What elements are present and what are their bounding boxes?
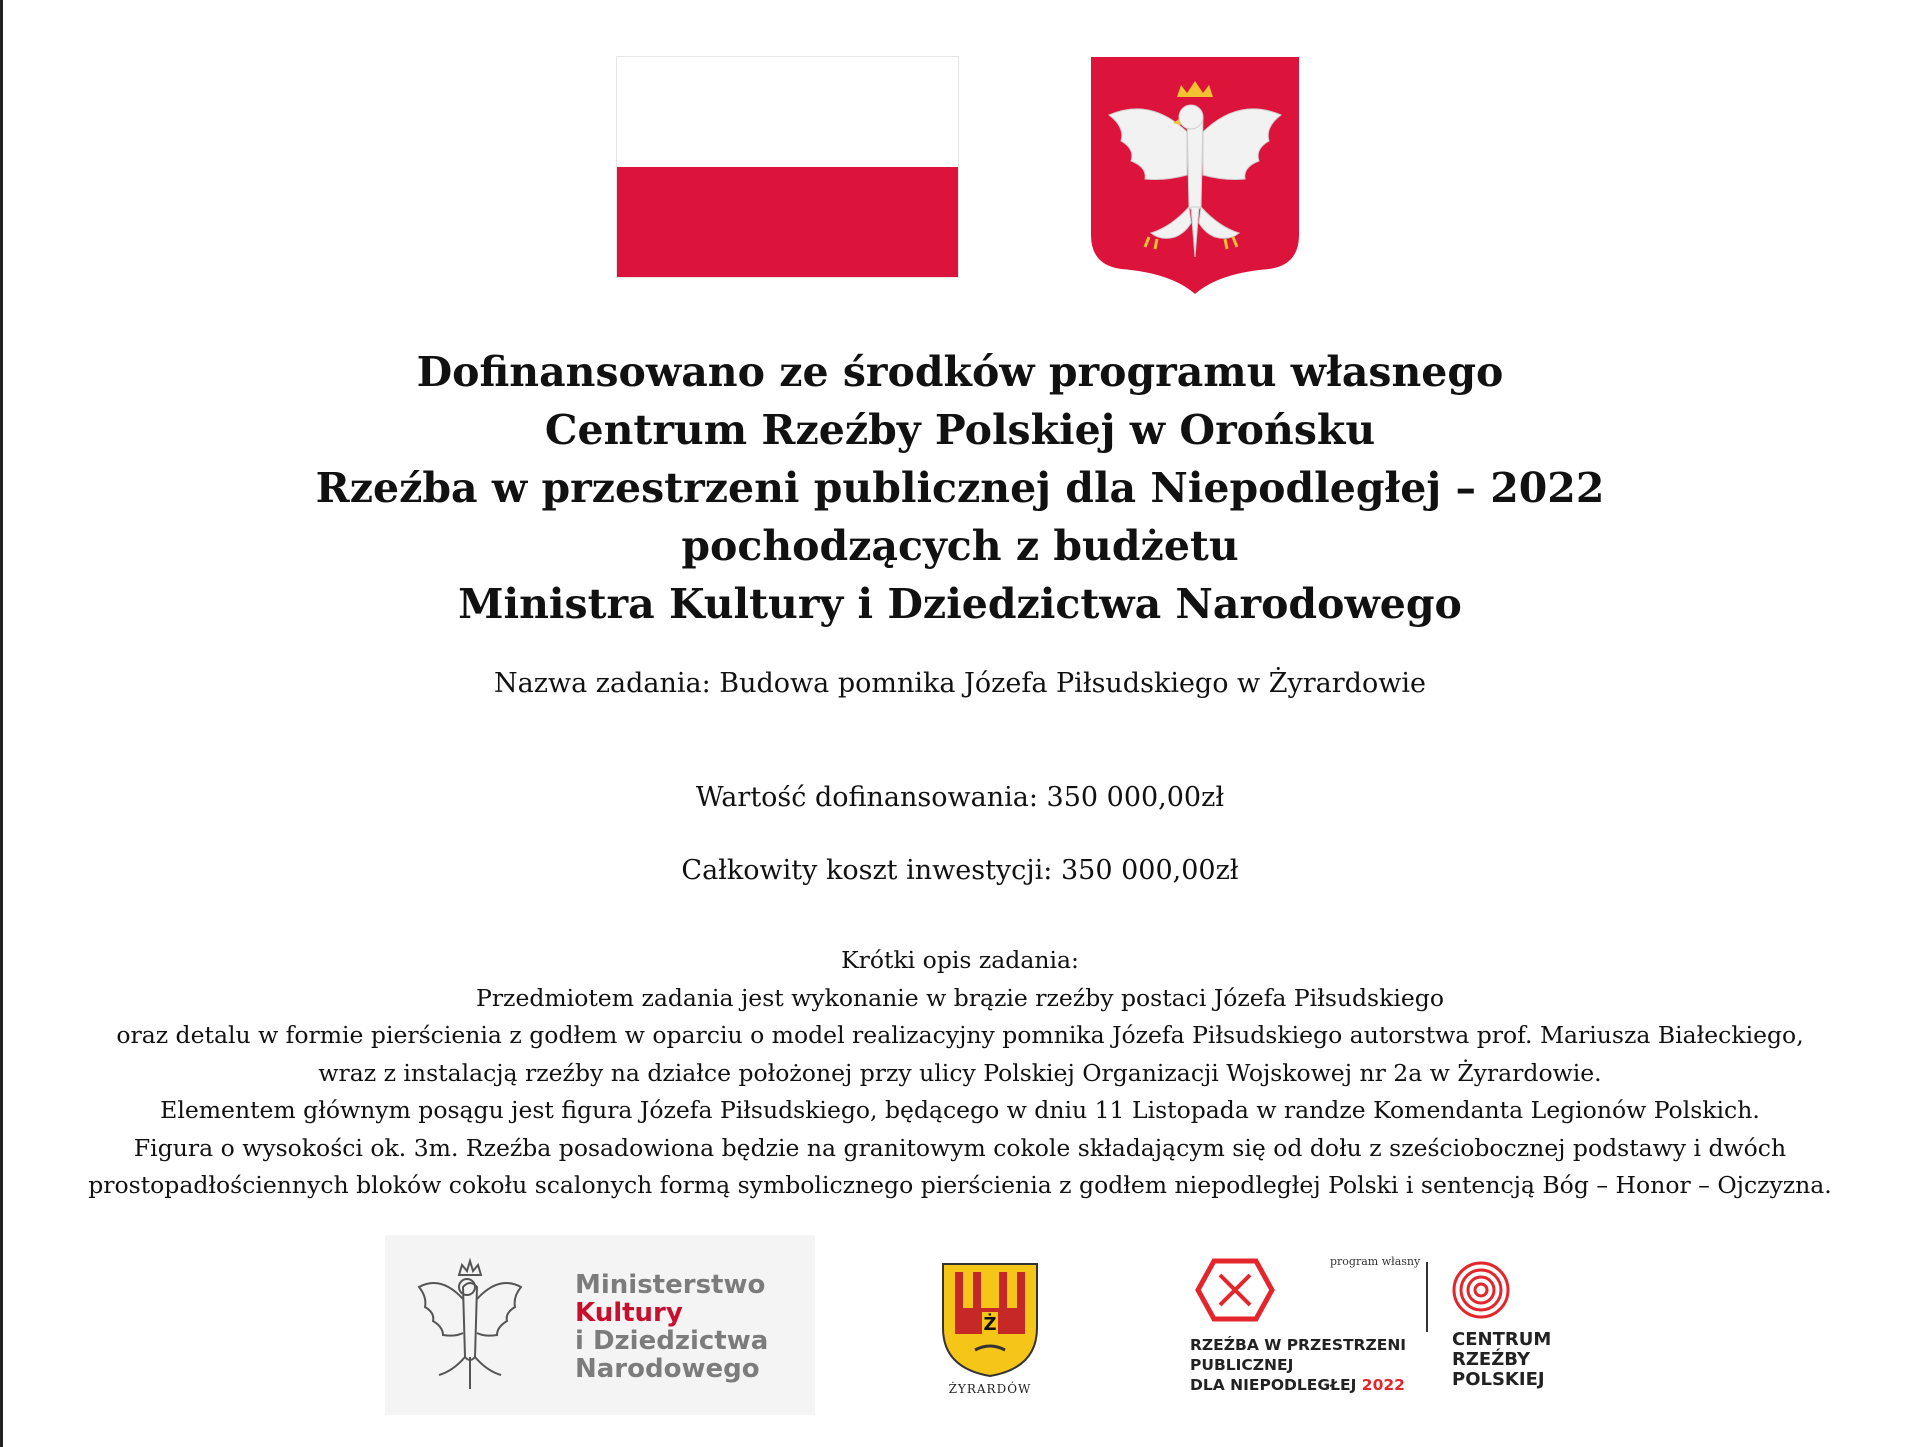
ministry-line: Narodowego — [575, 1354, 760, 1384]
heading-line: Centrum Rzeźby Polskiej w Orońsku — [544, 406, 1376, 454]
description-title: Krótki opis zadania: — [841, 946, 1079, 974]
ministry-line: Kultury — [575, 1298, 683, 1328]
heading-line: Dofinansowano ze środków programu własnego — [416, 348, 1504, 396]
rzezba-line: RZEŹBA W PRZESTRZENI — [1190, 1336, 1407, 1354]
flag-white-stripe — [617, 57, 958, 167]
ministry-line: i Dziedzictwa — [575, 1326, 769, 1356]
crp-line: POLSKIEJ — [1452, 1369, 1545, 1390]
hexagon-logo-icon — [1190, 1255, 1280, 1325]
crp-name — [1452, 1330, 1551, 1390]
centrum-rzezby-polskiej-logo — [1445, 1260, 1575, 1400]
description-line: Figura o wysokości ok. 3m. Rzeźba posadowiona będzie na granitowym cokole składającym się od dołu z sześciobocznej podstawy i dwóch — [133, 1133, 1787, 1162]
description-line: oraz detalu w formie pierścienia z godłem w oparciu o model realizacyjny pomnika Józefa Piłsudskiego autorstwa prof. Mariusza Białeckiego, — [116, 1021, 1804, 1049]
crp-line: CENTRUM — [1452, 1329, 1552, 1350]
heading-line: pochodzących z budżetu — [681, 522, 1239, 570]
funding-heading — [0, 343, 1920, 633]
description-line: prostopadłościennych bloków cokołu scalonych formą symbolicznego pierścienia z godłem niepodległej Polski i sentencją Bóg – Honor – Ojczyzna. — [88, 1171, 1832, 1199]
page-left-border — [0, 0, 3, 1447]
rzezba-year: 2022 — [1361, 1376, 1405, 1394]
rzezba-line: DLA NIEPODLEGŁEJ 2022 — [1190, 1376, 1405, 1394]
zyrardow-logo — [935, 1258, 1045, 1408]
rzezba-program-name — [1190, 1335, 1406, 1395]
flag-red-stripe — [617, 167, 958, 277]
ministry-logo — [385, 1235, 815, 1415]
heading-line: Rzeźba w przestrzeni publicznej dla Niepodległej – 2022 — [315, 464, 1605, 512]
program-label: program własny — [1330, 1255, 1421, 1268]
polish-flag — [617, 57, 958, 277]
task-description — [0, 942, 1920, 1205]
task-name: Nazwa zadania: Budowa pomnika Józefa Piłsudskiego w Żyrardowie — [494, 668, 1426, 699]
rzezba-line: PUBLICZNEJ — [1190, 1356, 1294, 1374]
crp-line: RZEŹBY — [1452, 1349, 1531, 1370]
description-line: wraz z instalacją rzeźby na działce położonej przy ulicy Polskiej Organizacji Wojskowej nr 2a w Żyrardowie. — [318, 1058, 1602, 1087]
zyrardow-shield-icon — [935, 1258, 1045, 1378]
funding-value: Wartość dofinansowania: 350 000,00zł — [695, 782, 1225, 813]
zyrardow-letter: Ż — [983, 1314, 997, 1335]
ministry-name — [575, 1271, 768, 1383]
description-line: Elementem głównym posągu jest figura Józefa Piłsudskiego, będącego w dniu 11 Listopada w randze Komendanta Legionów Polskich. — [160, 1096, 1760, 1124]
description-line: Przedmiotem zadania jest wykonanie w brązie rzeźby postaci Józefa Piłsudskiego — [476, 983, 1444, 1012]
ministry-line: Ministerstwo — [575, 1270, 766, 1300]
circles-logo-icon — [1451, 1260, 1511, 1320]
total-cost: Całkowity koszt inwestycji: 350 000,00zł — [681, 855, 1239, 886]
polish-coat-of-arms-icon — [1091, 57, 1299, 294]
eagle-icon — [415, 1257, 525, 1395]
logo-divider — [1426, 1262, 1428, 1332]
rzezba-program-logo — [1170, 1255, 1430, 1415]
zyrardow-label: ŻYRARDÓW — [948, 1382, 1032, 1396]
heading-line: Ministra Kultury i Dziedzictwa Narodowego — [458, 580, 1462, 628]
